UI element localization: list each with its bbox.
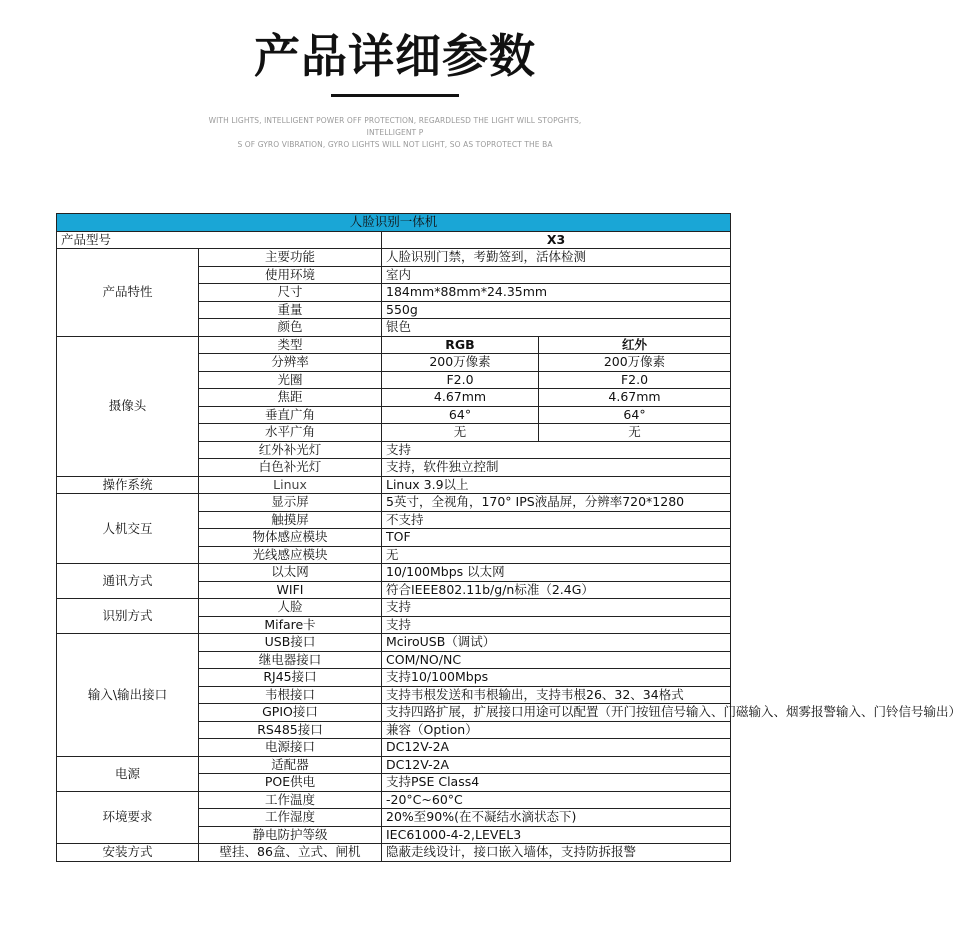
item-value: 支持韦根发送和韦根输出，支持韦根26、32、34格式	[382, 686, 731, 704]
item-label: RJ45接口	[199, 669, 382, 687]
ir-value: 无	[539, 424, 731, 442]
item-value: 550g	[382, 301, 731, 319]
table-row	[57, 564, 731, 582]
rgb-value: 200万像素	[382, 354, 539, 372]
ir-value: 4.67mm	[539, 389, 731, 407]
spec-table	[56, 213, 961, 862]
item-label: 主要功能	[199, 249, 382, 267]
table-row	[57, 494, 731, 512]
item-label: 电源接口	[199, 739, 382, 757]
item-value: 不支持	[382, 511, 731, 529]
rgb-value: F2.0	[382, 371, 539, 389]
item-label: 工作湿度	[199, 809, 382, 827]
item-label: 物体感应模块	[199, 529, 382, 547]
item-value: 符合IEEE802.11b/g/n标准（2.4G）	[382, 581, 731, 599]
subtitle-line-1: WITH LIGHTS, INTELLIGENT POWER OFF PROTECTION, REGARDLESD THE LIGHT WILL STOPGHTS, INTELLIGENT P	[208, 116, 582, 137]
item-value: 无	[382, 546, 731, 564]
item-label: 触摸屏	[199, 511, 382, 529]
table-row	[57, 231, 731, 249]
item-label: 适配器	[199, 756, 382, 774]
subtitle-line-2: S OF GYRO VIBRATION, GYRO LIGHTS WILL NOT LIGHT, SO AS TOPROTECT THE BA	[237, 140, 553, 149]
category-comm: 通讯方式	[57, 564, 199, 599]
ir-value: F2.0	[539, 371, 731, 389]
item-label: GPIO接口	[199, 704, 382, 722]
item-value: DC12V-2A	[382, 756, 731, 774]
table-banner: 人脸识别一体机	[57, 214, 731, 232]
ir-value: 64°	[539, 406, 731, 424]
title-underline	[331, 94, 459, 97]
item-label: 分辨率	[199, 354, 382, 372]
item-label: 以太网	[199, 564, 382, 582]
item-label: Mifare卡	[199, 616, 382, 634]
rgb-value: 64°	[382, 406, 539, 424]
table-row	[57, 756, 731, 774]
category-os: 操作系统	[57, 476, 199, 494]
camera-col-ir: 红外	[539, 336, 731, 354]
item-value: TOF	[382, 529, 731, 547]
item-value: 支持	[382, 616, 731, 634]
item-value: 支持	[382, 599, 731, 617]
table-row	[57, 476, 731, 494]
item-label: 红外补光灯	[199, 441, 382, 459]
model-label: 产品型号	[57, 231, 382, 249]
item-label: 水平广角	[199, 424, 382, 442]
item-label: 工作温度	[199, 791, 382, 809]
item-value: 支持10/100Mbps	[382, 669, 731, 687]
category-install: 安装方式	[57, 844, 199, 862]
item-label: Linux	[199, 476, 382, 494]
category-features: 产品特性	[57, 249, 199, 337]
table-row	[57, 599, 731, 617]
item-label: 重量	[199, 301, 382, 319]
item-label: 光线感应模块	[199, 546, 382, 564]
item-label: 尺寸	[199, 284, 382, 302]
item-value: 银色	[382, 319, 731, 337]
item-value: 支持四路扩展，扩展接口用途可以配置（开门按钮信号输入、门磁输入、烟雾报警输入、门铃信号输出）	[382, 704, 731, 722]
table-banner-row	[57, 214, 731, 232]
item-value: 兼容（Option）	[382, 721, 731, 739]
category-hmi: 人机交互	[57, 494, 199, 564]
item-label: 显示屏	[199, 494, 382, 512]
category-camera: 摄像头	[57, 336, 199, 476]
item-label: 人脸	[199, 599, 382, 617]
rgb-value: 无	[382, 424, 539, 442]
item-label: 白色补光灯	[199, 459, 382, 477]
item-value: MciroUSB（调试）	[382, 634, 731, 652]
category-power: 电源	[57, 756, 199, 791]
table-row	[57, 791, 731, 809]
item-value: 10/100Mbps 以太网	[382, 564, 731, 582]
item-value: 支持，软件独立控制	[382, 459, 731, 477]
item-value: 5英寸，全视角，170° IPS液晶屏，分辨率720*1280	[382, 494, 731, 512]
subtitle	[185, 115, 605, 151]
item-label: POE供电	[199, 774, 382, 792]
item-value: DC12V-2A	[382, 739, 731, 757]
item-label: 壁挂、86盒、立式、闸机	[199, 844, 382, 862]
item-label: 光圈	[199, 371, 382, 389]
item-value: 室内	[382, 266, 731, 284]
table-row	[57, 336, 731, 354]
category-recognition: 识别方式	[57, 599, 199, 634]
model-value: X3	[382, 231, 731, 249]
table-row	[57, 249, 731, 267]
category-io: 输入\输出接口	[57, 634, 199, 757]
item-label: 类型	[199, 336, 382, 354]
item-label: 颜色	[199, 319, 382, 337]
table-row	[57, 634, 731, 652]
item-value: IEC61000-4-2,LEVEL3	[382, 826, 731, 844]
item-value: 184mm*88mm*24.35mm	[382, 284, 731, 302]
item-value: Linux 3.9以上	[382, 476, 731, 494]
item-value: 支持PSE Class4	[382, 774, 731, 792]
item-label: USB接口	[199, 634, 382, 652]
item-value: 隐蔽走线设计，接口嵌入墙体，支持防拆报警	[382, 844, 731, 862]
item-label: RS485接口	[199, 721, 382, 739]
item-value: -20°C~60°C	[382, 791, 731, 809]
page-title: 产品详细参数	[254, 29, 536, 83]
item-label: 焦距	[199, 389, 382, 407]
item-label: 继电器接口	[199, 651, 382, 669]
item-value: 人脸识别门禁，考勤签到，活体检测	[382, 249, 731, 267]
item-value: 支持	[382, 441, 731, 459]
rgb-value: 4.67mm	[382, 389, 539, 407]
category-environment: 环境要求	[57, 791, 199, 844]
ir-value: 200万像素	[539, 354, 731, 372]
item-label: 韦根接口	[199, 686, 382, 704]
item-value: COM/NO/NC	[382, 651, 731, 669]
camera-col-rgb: RGB	[382, 336, 539, 354]
item-label: WIFI	[199, 581, 382, 599]
item-value: 20%至90%(在不凝结水滴状态下)	[382, 809, 731, 827]
item-label: 垂直广角	[199, 406, 382, 424]
table-row	[57, 844, 731, 862]
item-label: 使用环境	[199, 266, 382, 284]
item-label: 静电防护等级	[199, 826, 382, 844]
